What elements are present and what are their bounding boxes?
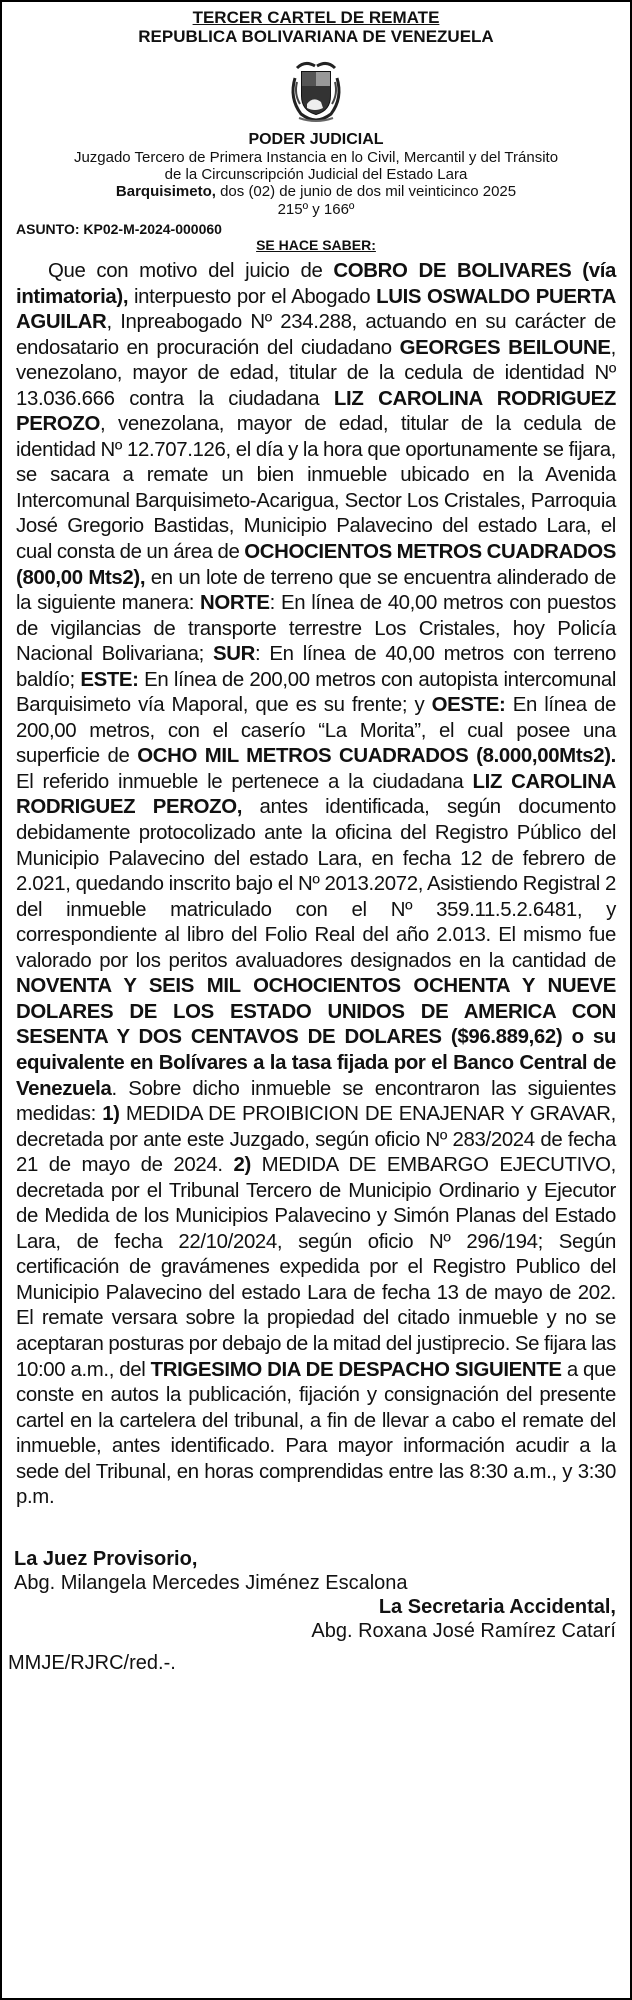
date-text: dos (02) de junio de dos mil veinticinco 2025 (215, 183, 517, 200)
boundary-east: ESTE: (80, 668, 139, 691)
body-text: Que con motivo del juicio de (48, 260, 334, 282)
surface-bold: OCHO MIL METROS CUADRADOS (8.000,00Mts2). (137, 745, 616, 768)
date-city: Barquisimeto, (115, 183, 216, 200)
body-text: En línea de 200,00 metros con autopista intercomunal Barquisimeto vía Maporal, que es su frente; y (16, 668, 616, 717)
valuation-bold: NOVENTA Y SEIS MIL OCHOCIENTOS OCHENTA Y NUEVE DOLARES DE LOS ESTADO UNIDOS DE AMERICA CON SESENTA Y DOS CENTAVOS DE DOLARES ($96.889,62) o su equivalente en Bolívares a la tasa fijada por el Banco Central de Venezuela (16, 975, 616, 1100)
body-text: MEDIDA DE PROIBICION DE ENAJENAR Y GRAVAR, decretada por ante este Juzgado, según oficio Nº 283/2024 de fecha 21 de mayo de 2024. (16, 1103, 616, 1177)
body-text: : En línea de 40,00 metros con puestos de vigilancias de transporte terrestre Los Cristales, hoy Policía Nacional Bolivariana; (16, 592, 616, 666)
boundary-north: NORTE (200, 592, 270, 615)
court-name-line-1: Juzgado Tercero de Primera Instancia en lo Civil, Mercantil y del Tránsito (73, 149, 559, 166)
body-text: , venezolana, mayor de edad, titular de la cedula de identidad Nº 12.707.126, el día y la hora que oportunamente se fijara, se sacara a remate un bien inmueble ubicado en la Avenida Intercomunal Barquisimeto-Acarigua, Sector Los Cristales, Parroquia José Gregorio Bastidas, Municipio Palavecino del estado Lara, el cual consta de un área de (16, 413, 616, 564)
debtor-name: LIZ CAROLINA RODRIGUEZ PEROZO (16, 387, 617, 436)
creditor-name: GEORGES BEILOUNE (399, 336, 611, 359)
case-number: ASUNTO: KP02-M-2024-000060 (16, 221, 222, 237)
judicial-power: PODER JUDICIAL (248, 131, 384, 148)
measure-1-number: 1) (102, 1103, 120, 1126)
se-hace-saber: SE HACE SABER: (256, 237, 376, 253)
venezuela-coat-of-arms-icon (285, 58, 347, 124)
boundary-west: OESTE: (431, 694, 506, 717)
body-text: . Sobre dicho inmueble se encontraron las siguientes medidas: (16, 1077, 616, 1126)
area-bold: OCHOCIENTOS METROS CUADRADOS (800,00 Mts2), (16, 541, 617, 589)
body-text: a que conste en autos la publicación, fijación y consignación del presente cartel en la cartelera del tribunal, a fin de llevar a cabo el remate del inmueble, antes identificado. Para mayor información acudir a la sede del Tribunal, en horas comprendidas entre las 8:30 a.m., y 3:30 p.m. (16, 1358, 617, 1509)
notice-header (2, 2, 630, 219)
boundary-south: SUR (213, 643, 256, 666)
body-text: interpuesto por el Abogado (128, 285, 377, 308)
body-bold: COBRO DE BOLIVARES (vía intimatoria), (16, 260, 616, 308)
owner-name: LIZ CAROLINA RODRIGUEZ PEROZO, (16, 770, 616, 819)
body-text: : En línea de 40,00 metros con terreno baldío; (16, 643, 616, 691)
secretary-name: Abg. Roxana José Ramírez Catarí (311, 1619, 616, 1642)
reference-initials: MMJE/RJRC/red.-. (8, 1651, 176, 1674)
court-name-line-2: de la Circunscripción Judicial del Estado Lara (164, 166, 468, 183)
body-text: En línea de 200,00 metros, con el caserío “La Morita”, el cual posee una superficie de (16, 694, 616, 768)
independence-years: 215º y 166º (277, 201, 355, 218)
body-text: en un lote de terreno que se encuentra alinderado de la siguiente manera: (16, 566, 616, 615)
body-text: , venezolano, mayor de edad, titular de la cedula de identidad Nº 13.036.666 contra la ciudadana (16, 336, 616, 410)
judge-name: Abg. Milangela Mercedes Jiménez Escalona (14, 1571, 408, 1594)
date-line (2, 183, 630, 201)
body-text: El referido inmueble le pertenece a la ciudadana (16, 770, 473, 793)
judge-title: La Juez Provisorio, (14, 1547, 198, 1570)
auction-day-bold: TRIGESIMO DIA DE DESPACHO SIGUIENTE (150, 1358, 562, 1381)
body-text: antes identificada, según documento debidamente protocolizado ante la oficina del Registro Público del Municipio Palavecino del estado Lara, en fecha 12 de febrero de 2.021, quedando inscrito bajo el Nº 2013.2072, Asistiendo Registral 2 del inmueble matriculado con el Nº 359.11.5.2.6481, y correspondiente al libro del Folio Real del año 2.013. El mismo fue valorado por los peritos avaluadores designados en la cantidad de (16, 796, 617, 972)
signatures (2, 1547, 630, 1675)
secretary-title: La Secretaria Accidental, (378, 1595, 616, 1618)
notice-body (16, 259, 616, 1511)
cartel-title: TERCER CARTEL DE REMATE (192, 8, 440, 27)
republic-title: REPUBLICA BOLIVARIANA DE VENEZUELA (138, 27, 494, 46)
measure-2-number: 2) (233, 1154, 251, 1177)
attorney-name: LUIS OSWALDO PUERTA AGUILAR (16, 285, 616, 334)
body-text: , Inpreabogado Nº 234.288, actuando en su carácter de endosatario en procuración del ciudadano (16, 311, 616, 359)
body-text: MEDIDA DE EMBARGO EJECUTIVO, decretada por el Tribunal Tercero de Municipio Ordinario y Ejecutor de Medida de los Municipios Palavecino y Simón Planas del Estado Lara, de fecha 22/10/2024, según oficio Nº 296/194; Según certificación de gravámenes expedida por el Registro Publico del Municipio Palavecino del estado Lara de fecha 13 de mayo de 202. El remate versara sobre la propiedad del citado inmueble y no se aceptaran posturas por debajo de la mitad del justiprecio. Se fijara las 10:00 a.m., del (16, 1154, 616, 1381)
